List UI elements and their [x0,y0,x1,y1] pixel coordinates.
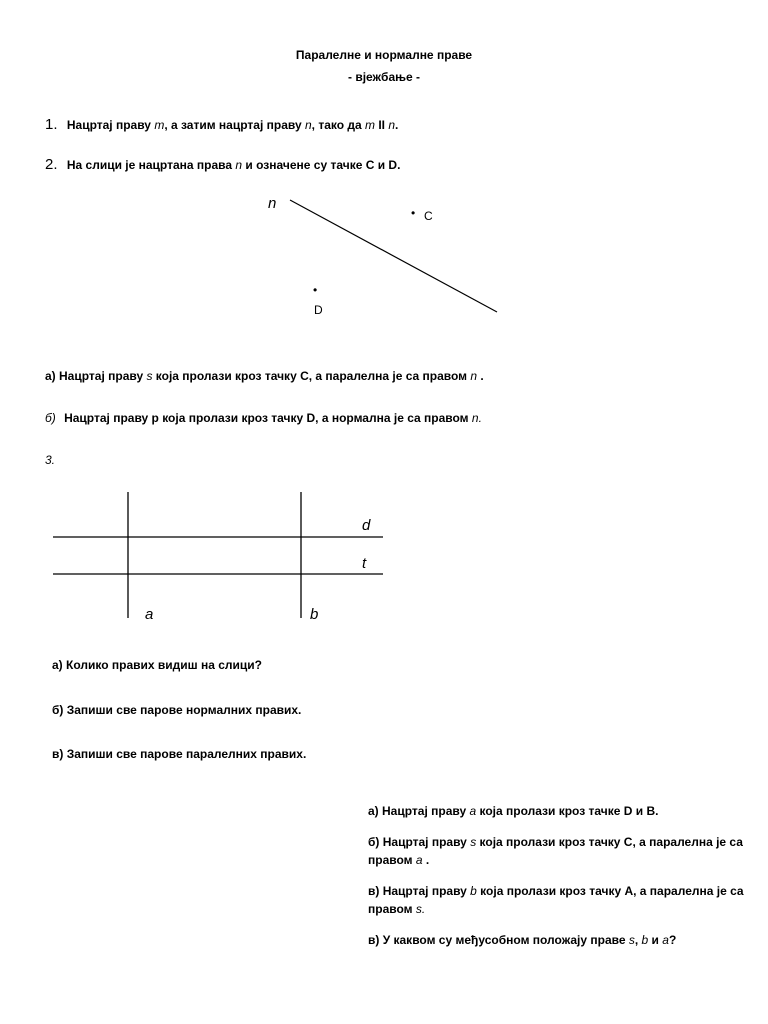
extra-d [368,932,676,948]
label-t: t [362,555,367,572]
extra-c-line1 [368,883,744,899]
var-b: b [641,933,649,947]
extra-d-comma: , [634,933,642,947]
label-a: a [145,606,154,623]
extra-a [368,803,658,819]
var-b: b [470,884,477,898]
var-n: n. [471,411,482,425]
extra-c-post: која пролази кроз тачку А, а паралелна је са [476,884,744,898]
var-a: a [662,933,669,947]
var-m-2: m [365,118,376,132]
task-2a-text: која пролази кроз тачку C, а паралелна је са правом [152,369,471,383]
extra-d-question: ? [668,933,677,947]
task-3-number: 3. [45,453,56,467]
task-2b [45,410,482,426]
var-m: m [154,118,165,132]
parallel-symbol: II [375,118,389,132]
task-3-question-a: а) Колико правих видиш на слици? [52,658,262,672]
extra-c-line2 [368,901,425,917]
point-c-label: C [424,209,433,223]
task-2a-end: . [477,369,484,383]
task-1-number: 1. [45,116,58,133]
task-2a [45,368,484,384]
task-1-text-c: , тако да [311,118,366,132]
var-s: s. [415,902,426,916]
page-title: Паралелне и нормалне праве [295,48,473,62]
task-2-text-a: На слици је нацртана права [66,158,236,172]
extra-c-pre: в) Нацртај праву [368,884,471,898]
task-2b-text: Нацртај праву р која пролази кроз тачку D, а нормална је са правом [64,411,472,425]
var-n: n [304,118,312,132]
page-subtitle: - вјежбање - [347,70,421,84]
extra-d-pre: в) У каквом су међусобном положају праве [368,933,629,947]
task-1-text-b: , а затим нацртај праву [164,118,305,132]
point-d-label: D [314,303,323,317]
task-3-question-b: б) Запиши све парове нормалних правих. [52,703,302,717]
task-2-number: 2. [45,156,58,173]
extra-b-post: која пролази кроз тачку C, а паралелна је са [476,835,743,849]
label-n: n [268,195,277,212]
extra-b-pre: б) Нацртај праву [368,835,471,849]
var-n: n [470,369,478,383]
extra-b-line2 [368,852,429,868]
extra-c-line2-pre: правом [368,902,416,916]
var-n: n [235,158,243,172]
point-c-dot: • [411,206,416,220]
var-n-2: n [388,118,396,132]
point-d-dot: • [313,283,318,297]
task-3-question-c: в) Запиши све парове паралелних правих. [52,747,307,761]
extra-d-and: и [648,933,663,947]
task-2b-prefix: б) [45,411,56,425]
var-s: s [470,835,477,849]
task-2a-prefix: а) Нацртај праву [45,369,147,383]
task-1-text-a: Нацртај праву [66,118,155,132]
label-d: d [362,517,371,534]
extra-a-pre: а) Нацртај праву [368,804,470,818]
extra-b-line2-pre: правом [368,853,416,867]
var-a: a [415,853,423,867]
var-s: s [146,369,153,383]
extra-b-line2-end: . [422,853,430,867]
extra-b-line1 [368,834,743,850]
task-2-text-b: и означене су тачке C и D. [242,158,401,172]
label-b: b [310,606,319,623]
task-1-text-d: . [395,118,399,132]
line-n [290,200,497,312]
extra-a-post: која пролази кроз тачке D и B. [476,804,659,818]
var-s: s [628,933,635,947]
var-a: a [469,804,477,818]
